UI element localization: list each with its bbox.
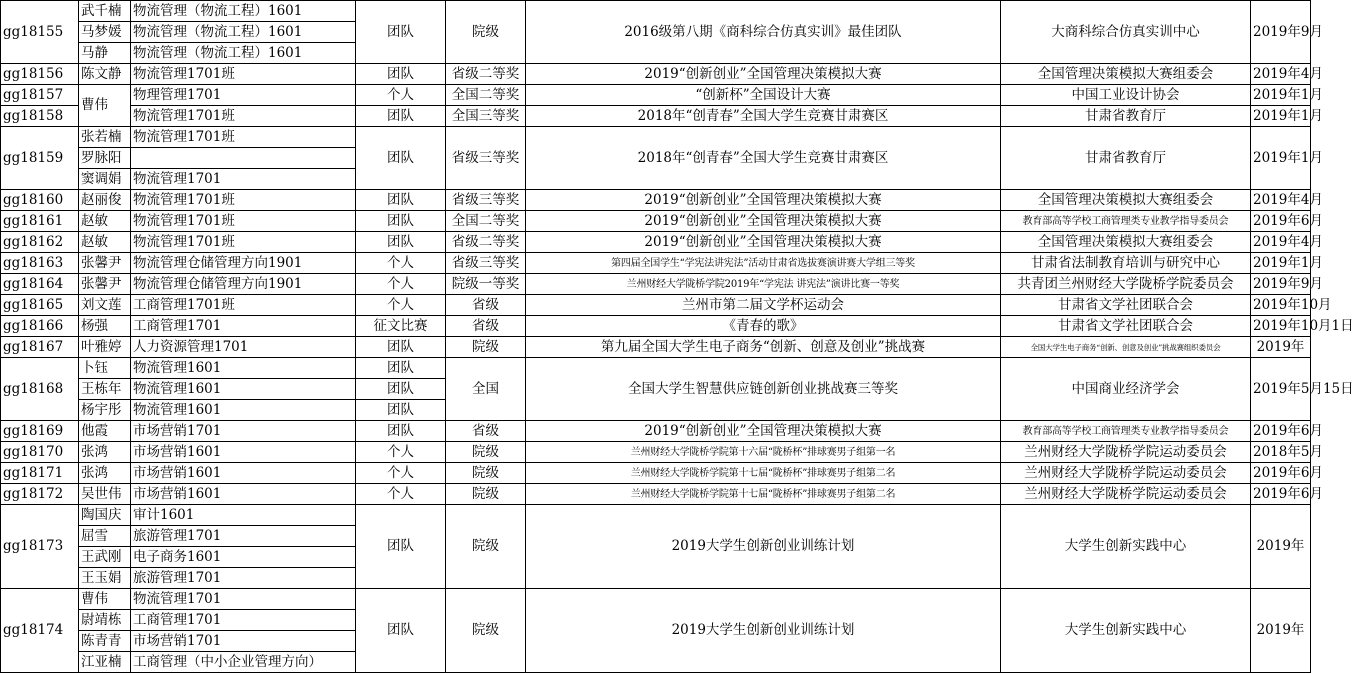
award-date: 2019年 [1251,505,1311,589]
student-major: 物流管理1701班 [131,190,356,211]
student-major: 市场营销1601 [131,484,356,505]
event-name: 兰州财经大学陇桥学院第十七届“陇桥杯”排球赛男子组第二名 [526,463,1001,484]
award-level: 院级 [446,1,526,64]
award-level: 全国 [446,358,526,421]
student-name: 罗脉阳 [79,148,131,169]
student-major: 物流管理1701 [131,589,356,610]
student-major: 物流管理1601 [131,379,356,400]
award-level: 省级二等奖 [446,64,526,85]
table-row [1,337,1311,358]
event-name: 兰州市第二届文学杯运动会 [526,295,1001,316]
record-id: gg18174 [1,589,79,673]
student-name: 赵敏 [79,211,131,232]
student-major: 物流管理1701班 [131,127,356,148]
record-id: gg18160 [1,190,79,211]
student-major: 人力资源管理1701 [131,337,356,358]
student-name: 曹伟 [79,85,131,127]
issuing-organization: 甘肃省文学社团联合会 [1001,316,1251,337]
award-level: 院级 [446,484,526,505]
issuing-organization: 教育部高等学校工商管理类专业教学指导委员会 [1001,421,1251,442]
award-date: 2019年1月 [1251,106,1311,127]
student-name: 吴世伟 [79,484,131,505]
award-date: 2019年5月15日 [1251,358,1311,421]
award-type: 征文比赛 [356,316,446,337]
record-id: gg18156 [1,64,79,85]
award-level: 省级三等奖 [446,127,526,190]
award-type: 团队 [356,421,446,442]
award-level: 院级 [446,442,526,463]
record-id: gg18170 [1,442,79,463]
award-type: 团队 [356,379,446,400]
event-name: 兰州财经大学陇桥学院2019年“学宪法 讲宪法”演讲比赛一等奖 [526,274,1001,295]
student-major: 工商管理1701 [131,316,356,337]
event-name: 兰州财经大学陇桥学院第十六届“陇桥杯”排球赛男子组第一名 [526,442,1001,463]
award-type: 团队 [356,358,446,379]
student-major: 物流管理1701班 [131,64,356,85]
record-id: gg18164 [1,274,79,295]
student-name: 赵丽俊 [79,190,131,211]
student-name: 江亚楠 [79,652,131,673]
record-id: gg18162 [1,232,79,253]
award-level: 院级 [446,463,526,484]
award-type: 团队 [356,337,446,358]
issuing-organization: 中国商业经济学会 [1001,358,1251,421]
student-major: 市场营销1701 [131,631,356,652]
record-id: gg18155 [1,1,79,64]
award-level: 省级二等奖 [446,232,526,253]
event-name: 2018年“创青春”全国大学生竞赛甘肃赛区 [526,106,1001,127]
award-level: 省级 [446,295,526,316]
issuing-organization: 全国管理决策模拟大赛组委会 [1001,190,1251,211]
award-date: 2019年1月 [1251,85,1311,106]
table-row [1,442,1311,463]
student-major [131,148,356,169]
table-row [1,106,1311,127]
table-row [1,1,1311,22]
event-name: 2019“创新创业”全国管理决策模拟大赛 [526,211,1001,232]
event-name: 2019大学生创新创业训练计划 [526,589,1001,673]
award-type: 个人 [356,463,446,484]
table-row [1,253,1311,274]
award-level: 院级一等奖 [446,274,526,295]
student-name: 武千楠 [79,1,131,22]
table-row [1,232,1311,253]
award-date: 2018年5月 [1251,442,1311,463]
record-id: gg18163 [1,253,79,274]
award-date: 2019年4月 [1251,64,1311,85]
record-id: gg18157 [1,85,79,106]
student-name: 王武刚 [79,547,131,568]
student-major: 物流管理1701 [131,169,356,190]
student-name: 刘文莲 [79,295,131,316]
student-name: 张鸿 [79,463,131,484]
table-row [1,505,1311,526]
record-id: gg18171 [1,463,79,484]
event-name: 第九届全国大学生电子商务“创新、创意及创业”挑战赛 [526,337,1001,358]
student-major: 工商管理1701班 [131,295,356,316]
student-major: 市场营销1601 [131,463,356,484]
award-date: 2019年6月 [1251,421,1311,442]
student-name: 王玉娟 [79,568,131,589]
issuing-organization: 兰州财经大学陇桥学院运动委员会 [1001,442,1251,463]
table-row [1,127,1311,148]
student-major: 审计1601 [131,505,356,526]
table-row [1,190,1311,211]
student-major: 物理管理1701 [131,85,356,106]
student-major: 物流管理（物流工程）1601 [131,1,356,22]
student-name: 曹伟 [79,589,131,610]
issuing-organization: 甘肃省法制教育培训与研究中心 [1001,253,1251,274]
student-name: 张鸿 [79,442,131,463]
award-type: 个人 [356,85,446,106]
issuing-organization: 甘肃省文学社团联合会 [1001,295,1251,316]
award-level: 院级 [446,505,526,589]
student-major: 工商管理1701 [131,610,356,631]
student-name: 马静 [79,43,131,64]
issuing-organization: 共青团兰州财经大学陇桥学院委员会 [1001,274,1251,295]
award-type: 团队 [356,1,446,64]
record-id: gg18168 [1,358,79,421]
student-name: 赵敏 [79,232,131,253]
student-major: 物流管理仓储管理方向1901 [131,253,356,274]
award-type: 团队 [356,127,446,190]
award-type: 个人 [356,295,446,316]
record-id: gg18173 [1,505,79,589]
event-name: 2016级第八期《商科综合仿真实训》最佳团队 [526,1,1001,64]
student-major: 物流管理1601 [131,358,356,379]
student-name: 窦调娟 [79,169,131,190]
event-name: 2019“创新创业”全国管理决策模拟大赛 [526,64,1001,85]
issuing-organization: 中国工业设计协会 [1001,85,1251,106]
student-name: 陈文静 [79,64,131,85]
award-level: 省级 [446,316,526,337]
award-level: 省级三等奖 [446,253,526,274]
award-type: 团队 [356,232,446,253]
issuing-organization: 全国管理决策模拟大赛组委会 [1001,64,1251,85]
issuing-organization: 大商科综合仿真实训中心 [1001,1,1251,64]
award-date: 2019年1月 [1251,127,1311,190]
student-major: 物流管理仓储管理方向1901 [131,274,356,295]
event-name: 《青春的歌》 [526,316,1001,337]
award-type: 个人 [356,253,446,274]
issuing-organization: 大学生创新实践中心 [1001,505,1251,589]
award-level: 全国二等奖 [446,85,526,106]
record-id: gg18161 [1,211,79,232]
table-row [1,274,1311,295]
award-type: 个人 [356,484,446,505]
event-name: “创新杯”全国设计大赛 [526,85,1001,106]
award-date: 2019年4月 [1251,190,1311,211]
award-level: 全国二等奖 [446,211,526,232]
table-row [1,316,1311,337]
student-name: 叶雅婷 [79,337,131,358]
student-name: 张若楠 [79,127,131,148]
award-level: 省级三等奖 [446,190,526,211]
award-date: 2019年6月 [1251,463,1311,484]
student-major: 市场营销1701 [131,421,356,442]
event-name: 第四届全国学生“学宪法讲宪法”活动甘肃省选拔赛演讲赛大学组三等奖 [526,253,1001,274]
record-id: gg18172 [1,484,79,505]
award-type: 个人 [356,274,446,295]
award-type: 团队 [356,505,446,589]
award-date: 2019年6月 [1251,484,1311,505]
issuing-organization: 甘肃省教育厅 [1001,106,1251,127]
issuing-organization: 甘肃省教育厅 [1001,127,1251,190]
issuing-organization: 兰州财经大学陇桥学院运动委员会 [1001,484,1251,505]
event-name: 2019“创新创业”全国管理决策模拟大赛 [526,190,1001,211]
record-id: gg18165 [1,295,79,316]
table-row [1,463,1311,484]
student-name: 卜钰 [79,358,131,379]
student-major: 工商管理（中小企业管理方向） [131,652,356,673]
award-date: 2019年9月 [1251,1,1311,64]
record-id: gg18167 [1,337,79,358]
record-id: gg18169 [1,421,79,442]
award-date: 2019年10月 [1251,295,1311,316]
award-type: 团队 [356,106,446,127]
award-date: 2019年4月 [1251,232,1311,253]
award-date: 2019年6月 [1251,211,1311,232]
student-major: 物流管理1601 [131,400,356,421]
table-row [1,211,1311,232]
record-id: gg18158 [1,106,79,127]
table-row [1,589,1311,610]
issuing-organization: 兰州财经大学陇桥学院运动委员会 [1001,463,1251,484]
event-name: 2019“创新创业”全国管理决策模拟大赛 [526,232,1001,253]
award-type: 团队 [356,64,446,85]
student-name: 杨宇彤 [79,400,131,421]
award-date: 2019年 [1251,589,1311,673]
award-date: 2019年9月 [1251,274,1311,295]
event-name: 2018年“创青春”全国大学生竞赛甘肃赛区 [526,127,1001,190]
student-name: 张馨尹 [79,274,131,295]
table-row [1,85,1311,106]
event-name: 全国大学生智慧供应链创新创业挑战赛三等奖 [526,358,1001,421]
award-level: 全国三等奖 [446,106,526,127]
student-major: 物流管理1701班 [131,211,356,232]
student-major: 物流管理（物流工程）1601 [131,22,356,43]
table-row [1,484,1311,505]
record-id: gg18166 [1,316,79,337]
student-name: 尉靖栋 [79,610,131,631]
table-row [1,358,1311,379]
student-major: 旅游管理1701 [131,526,356,547]
student-name: 他霞 [79,421,131,442]
student-name: 屈雪 [79,526,131,547]
table-row [1,64,1311,85]
issuing-organization: 全国大学生电子商务“创新、创意及创业”挑战赛组织委员会 [1001,337,1251,358]
award-type: 团队 [356,400,446,421]
student-major: 物流管理1701班 [131,232,356,253]
award-type: 团队 [356,589,446,673]
student-major: 市场营销1601 [131,442,356,463]
award-level: 院级 [446,337,526,358]
student-name: 杨强 [79,316,131,337]
table-row [1,295,1311,316]
student-name: 马梦媛 [79,22,131,43]
event-name: 2019“创新创业”全国管理决策模拟大赛 [526,421,1001,442]
issuing-organization: 教育部高等学校工商管理类专业教学指导委员会 [1001,211,1251,232]
table-row [1,421,1311,442]
award-date: 2019年 [1251,337,1311,358]
award-level: 省级 [446,421,526,442]
student-name: 张馨尹 [79,253,131,274]
award-type: 个人 [356,442,446,463]
record-id: gg18159 [1,127,79,190]
award-type: 团队 [356,211,446,232]
student-major: 电子商务1601 [131,547,356,568]
award-date: 2019年10月1日 [1251,316,1311,337]
award-date: 2019年1月 [1251,253,1311,274]
issuing-organization: 全国管理决策模拟大赛组委会 [1001,232,1251,253]
event-name: 2019大学生创新创业训练计划 [526,505,1001,589]
issuing-organization: 大学生创新实践中心 [1001,589,1251,673]
award-level: 院级 [446,589,526,673]
student-major: 物流管理（物流工程）1601 [131,43,356,64]
student-name: 王栋年 [79,379,131,400]
student-major: 物流管理1701班 [131,106,356,127]
event-name: 兰州财经大学陇桥学院第十七届“陇桥杯”排球赛男子组第二名 [526,484,1001,505]
student-major: 旅游管理1701 [131,568,356,589]
student-name: 陶国庆 [79,505,131,526]
student-name: 陈青青 [79,631,131,652]
award-type: 团队 [356,190,446,211]
